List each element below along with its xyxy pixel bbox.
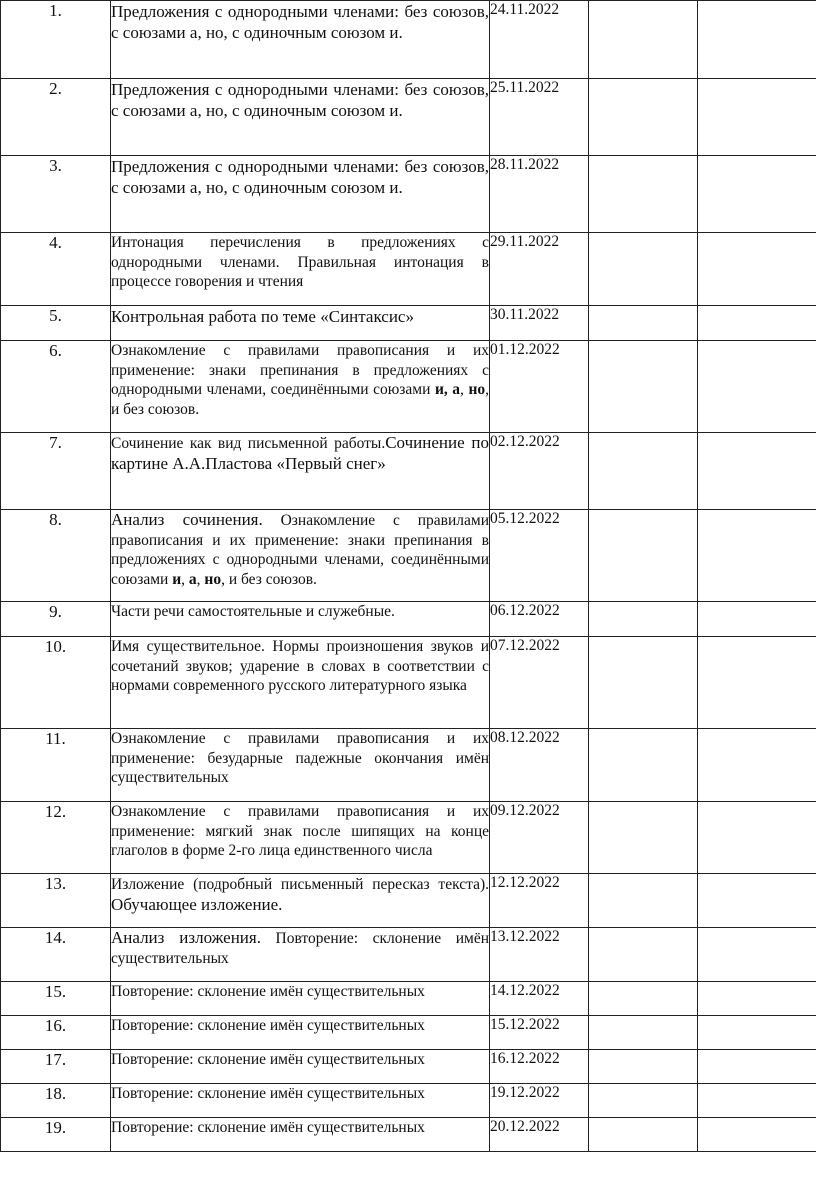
lesson-row [1, 79, 816, 156]
lesson-date: 20.12.2022 [490, 1118, 589, 1152]
empty-cell-actual-date [589, 1050, 698, 1084]
empty-cell-actual-date [589, 1118, 698, 1152]
empty-cell-notes [698, 637, 816, 729]
empty-cell-actual-date [589, 802, 698, 874]
empty-cell-actual-date [589, 156, 698, 233]
lesson-topic-text: Обучающее изложение. [111, 894, 283, 914]
lesson-topic-text: а [452, 381, 461, 399]
lesson-number: 18. [1, 1084, 111, 1118]
lesson-date: 02.12.2022 [490, 433, 589, 510]
lesson-number: 8. [1, 510, 111, 602]
empty-cell-notes [698, 1016, 816, 1050]
lesson-topic-text: но [468, 381, 486, 399]
empty-cell-notes [698, 510, 816, 602]
empty-cell-notes [698, 1118, 816, 1152]
lesson-row [1, 874, 816, 928]
lesson-date: 15.12.2022 [490, 1016, 589, 1050]
lesson-date: 01.12.2022 [490, 341, 589, 433]
lesson-topic-text: , [196, 570, 205, 588]
lesson-number: 2. [1, 79, 111, 156]
lesson-date: 19.12.2022 [490, 1084, 589, 1118]
empty-cell-notes [698, 79, 816, 156]
lesson-date: 06.12.2022 [490, 602, 589, 637]
lesson-topic [111, 510, 490, 602]
lesson-number: 19. [1, 1118, 111, 1152]
lesson-topic-text: , и без союзов. [111, 381, 489, 418]
lesson-topic-text: Имя существительное. Нормы произношения звуков и сочетаний звуков; ударение в словах в соответствии с нормами современного русского литературного языка [111, 638, 489, 695]
empty-cell-actual-date [589, 602, 698, 637]
empty-cell-actual-date [589, 928, 698, 982]
lesson-topic-text: Части речи самостоятельные и служебные. [111, 603, 395, 620]
lesson-topic-text: а [188, 570, 197, 588]
lesson-topic [111, 341, 490, 433]
lesson-topic [111, 982, 490, 1016]
lesson-topic [111, 433, 490, 510]
lesson-date: 30.11.2022 [490, 306, 589, 341]
lesson-topic [111, 79, 490, 156]
lesson-topic [111, 637, 490, 729]
empty-cell-notes [698, 341, 816, 433]
empty-cell-notes [698, 982, 816, 1016]
lesson-topic-text: Повторение: склонение имён существительных [111, 1017, 425, 1034]
lesson-topic-text: Изложение (подробный письменный пересказ текста). [111, 876, 489, 893]
lesson-topic-text: Ознакомление с правилами правописания и их применение: знаки препинания в предложениях с однородными членами, соединёнными союзами [111, 512, 489, 588]
lesson-topic-text: и [172, 570, 182, 588]
empty-cell-actual-date [589, 510, 698, 602]
empty-cell-actual-date [589, 637, 698, 729]
empty-cell-actual-date [589, 1016, 698, 1050]
empty-cell-notes [698, 729, 816, 802]
empty-cell-actual-date [589, 1084, 698, 1118]
lesson-date: 24.11.2022 [490, 1, 589, 79]
empty-cell-actual-date [589, 729, 698, 802]
empty-cell-notes [698, 874, 816, 928]
lesson-topic [111, 233, 490, 306]
lesson-date: 14.12.2022 [490, 982, 589, 1016]
lesson-topic [111, 1118, 490, 1152]
lesson-topic [111, 1, 490, 79]
lesson-date: 13.12.2022 [490, 928, 589, 982]
empty-cell-actual-date [589, 233, 698, 306]
lesson-row [1, 637, 816, 729]
empty-cell-notes [698, 928, 816, 982]
lesson-topic-text: Повторение: склонение имён существительных [111, 1085, 425, 1102]
lesson-topic-text: но [204, 570, 222, 588]
lesson-number: 12. [1, 802, 111, 874]
lesson-row [1, 510, 816, 602]
lesson-row [1, 602, 816, 637]
lesson-topic [111, 602, 490, 637]
lesson-topic [111, 729, 490, 802]
lesson-row [1, 233, 816, 306]
lesson-topic-text: Предложения с однородными членами: без союзов, с союзами а, но, с одиночным союзом и. [111, 80, 489, 120]
lesson-row [1, 802, 816, 874]
lesson-number: 13. [1, 874, 111, 928]
empty-cell-actual-date [589, 306, 698, 341]
lesson-number: 16. [1, 1016, 111, 1050]
lesson-number: 15. [1, 982, 111, 1016]
lesson-row [1, 729, 816, 802]
lesson-date: 07.12.2022 [490, 637, 589, 729]
empty-cell-actual-date [589, 433, 698, 510]
lesson-topic-text: Сочинение по картине А.А.Пластова «Первый снег» [111, 433, 489, 473]
lesson-row [1, 1, 816, 79]
empty-cell-actual-date [589, 1, 698, 79]
lesson-topic [111, 802, 490, 874]
empty-cell-notes [698, 802, 816, 874]
lesson-topic [111, 1016, 490, 1050]
lesson-topic-text: Повторение: склонение имён существительных [111, 983, 425, 1000]
lesson-topic-text: Интонация перечисления в предложениях с однородными членами. Правильная интонация в процессе говорения и чтения [111, 234, 489, 291]
lesson-topic [111, 874, 490, 928]
lesson-topic [111, 928, 490, 982]
empty-cell-notes [698, 306, 816, 341]
lesson-number: 7. [1, 433, 111, 510]
empty-cell-notes [698, 433, 816, 510]
lesson-row [1, 928, 816, 982]
lesson-topic-text: , и без союзов. [221, 570, 317, 588]
empty-cell-actual-date [589, 341, 698, 433]
empty-cell-actual-date [589, 982, 698, 1016]
lesson-topic-text: , [460, 381, 469, 399]
empty-cell-notes [698, 1084, 816, 1118]
lesson-number: 11. [1, 729, 111, 802]
lesson-topic [111, 1084, 490, 1118]
empty-cell-notes [698, 1050, 816, 1084]
lesson-number: 9. [1, 602, 111, 637]
lesson-topic-text: Ознакомление с правилами правописания и их применение: безударные падежные окончания имён существительных [111, 730, 489, 787]
lesson-number: 6. [1, 341, 111, 433]
lesson-row [1, 341, 816, 433]
empty-cell-notes [698, 602, 816, 637]
lesson-date: 28.11.2022 [490, 156, 589, 233]
empty-cell-notes [698, 156, 816, 233]
lesson-topic-text: Контрольная работа по теме «Синтаксис» [111, 307, 414, 326]
lesson-row [1, 306, 816, 341]
lesson-date: 29.11.2022 [490, 233, 589, 306]
lesson-topic-text: Повторение: склонение имён существительных [111, 1051, 425, 1068]
lesson-date: 16.12.2022 [490, 1050, 589, 1084]
empty-cell-notes [698, 1, 816, 79]
lesson-number: 5. [1, 306, 111, 341]
lesson-date: 09.12.2022 [490, 802, 589, 874]
lesson-topic-text: Предложения с однородными членами: без союзов, с союзами а, но, с одиночным союзом и. [111, 157, 489, 197]
lesson-date: 05.12.2022 [490, 510, 589, 602]
empty-cell-notes [698, 233, 816, 306]
lesson-row [1, 156, 816, 233]
lesson-number: 3. [1, 156, 111, 233]
lesson-topic-text: и, [434, 381, 448, 399]
lesson-topic-text: Ознакомление с правилами правописания и их применение: мягкий знак после шипящих на конце глаголов в форме 2-го лица единственного числа [111, 803, 489, 860]
lesson-date: 25.11.2022 [490, 79, 589, 156]
lesson-topic [111, 306, 490, 341]
lesson-topic-text: Анализ сочинения. [111, 510, 263, 529]
lesson-row [1, 1016, 816, 1050]
empty-cell-actual-date [589, 874, 698, 928]
lesson-date: 12.12.2022 [490, 874, 589, 928]
lesson-topic-text: , [181, 570, 189, 588]
lesson-topic-text: Повторение: склонение имён существительных [111, 930, 489, 967]
lesson-topic-text: Повторение: склонение имён существительных [111, 1119, 425, 1136]
lesson-number: 4. [1, 233, 111, 306]
lesson-row [1, 433, 816, 510]
lesson-topic [111, 1050, 490, 1084]
lesson-number: 10. [1, 637, 111, 729]
lesson-row [1, 1084, 816, 1118]
lesson-topic-text: Предложения с однородными членами: без союзов, с союзами а, но, с одиночным союзом и. [111, 2, 489, 42]
lesson-number: 1. [1, 1, 111, 79]
lesson-topic-text: Сочинение как вид письменной работы. [111, 435, 386, 452]
empty-cell-actual-date [589, 79, 698, 156]
lesson-number: 14. [1, 928, 111, 982]
lesson-topic [111, 156, 490, 233]
lesson-plan-body [1, 1, 816, 1152]
lesson-row [1, 1118, 816, 1152]
lesson-number: 17. [1, 1050, 111, 1084]
lesson-topic-text: Анализ изложения. [111, 928, 261, 947]
lesson-topic-text: Ознакомление с правилами правописания и их применение: знаки препинания в предложениях с однородными членами, соединёнными союзами [111, 342, 489, 399]
lesson-row [1, 982, 816, 1016]
lesson-row [1, 1050, 816, 1084]
lesson-date: 08.12.2022 [490, 729, 589, 802]
